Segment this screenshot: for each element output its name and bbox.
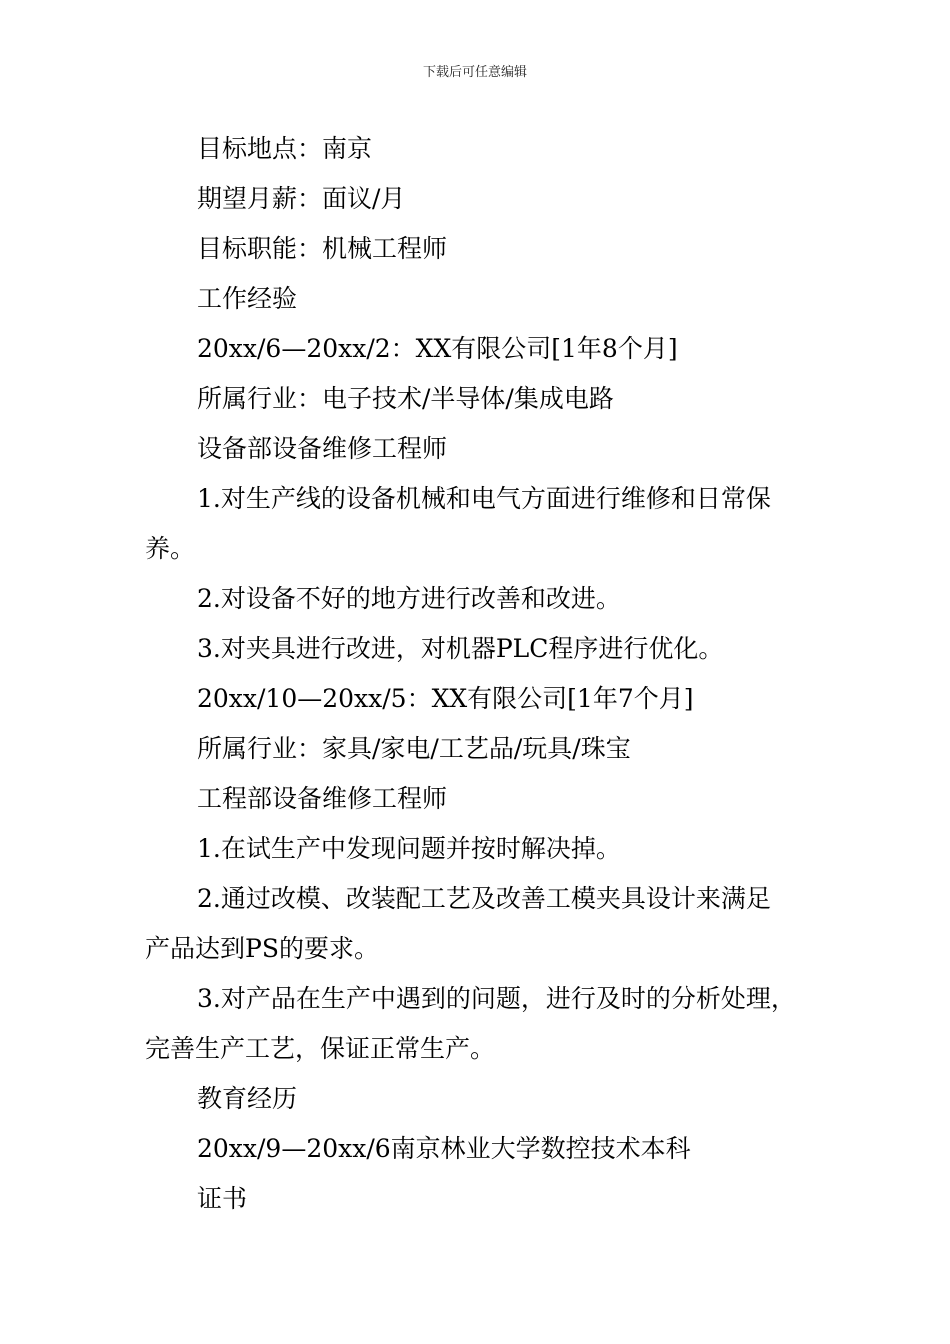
job1-duty1-line1: 1.对生产线的设备机械和电气方面进行维修和日常保 — [197, 484, 771, 513]
job1-title: 设备部设备维修工程师 — [197, 434, 448, 463]
job2-duty3-line1: 3.对产品在生产中遇到的问题，进行及时的分析处理， — [197, 984, 796, 1013]
education-entry: 20xx/9—20xx/6南京林业大学数控技术本科 — [197, 1134, 691, 1163]
job2-period: 20xx/10—20xx/5：XX有限公司[1年7个月] — [197, 684, 694, 713]
target-location: 目标地点：南京 — [197, 134, 373, 163]
job2-duty3-line2: 完善生产工艺，保证正常生产。 — [145, 1034, 496, 1063]
job1-industry: 所属行业：电子技术/半导体/集成电路 — [197, 384, 614, 413]
job2-title: 工程部设备维修工程师 — [197, 784, 448, 813]
certificate-heading: 证书 — [197, 1184, 248, 1213]
job2-duty1: 1.在试生产中发现问题并按时解决掉。 — [197, 834, 621, 863]
work-experience-heading: 工作经验 — [197, 284, 298, 313]
job2-duty2-line2: 产品达到PS的要求。 — [145, 934, 379, 963]
job1-duty1-line2: 养。 — [145, 534, 196, 563]
job1-duty3: 3.对夹具进行改进，对机器PLC程序进行优化。 — [197, 634, 724, 663]
job2-duty2-line1: 2.通过改模、改装配工艺及改善工模夹具设计来满足 — [197, 884, 771, 913]
education-heading: 教育经历 — [197, 1084, 298, 1113]
job1-period: 20xx/6—20xx/2：XX有限公司[1年8个月] — [197, 334, 678, 363]
expected-salary: 期望月薪：面议/月 — [197, 184, 406, 213]
document-body — [145, 124, 830, 1224]
job2-industry: 所属行业：家具/家电/工艺品/玩具/珠宝 — [197, 734, 631, 763]
header-note: 下载后可任意编辑 — [422, 65, 527, 80]
target-function: 目标职能：机械工程师 — [197, 234, 448, 263]
job1-duty2: 2.对设备不好的地方进行改善和改进。 — [197, 584, 621, 613]
